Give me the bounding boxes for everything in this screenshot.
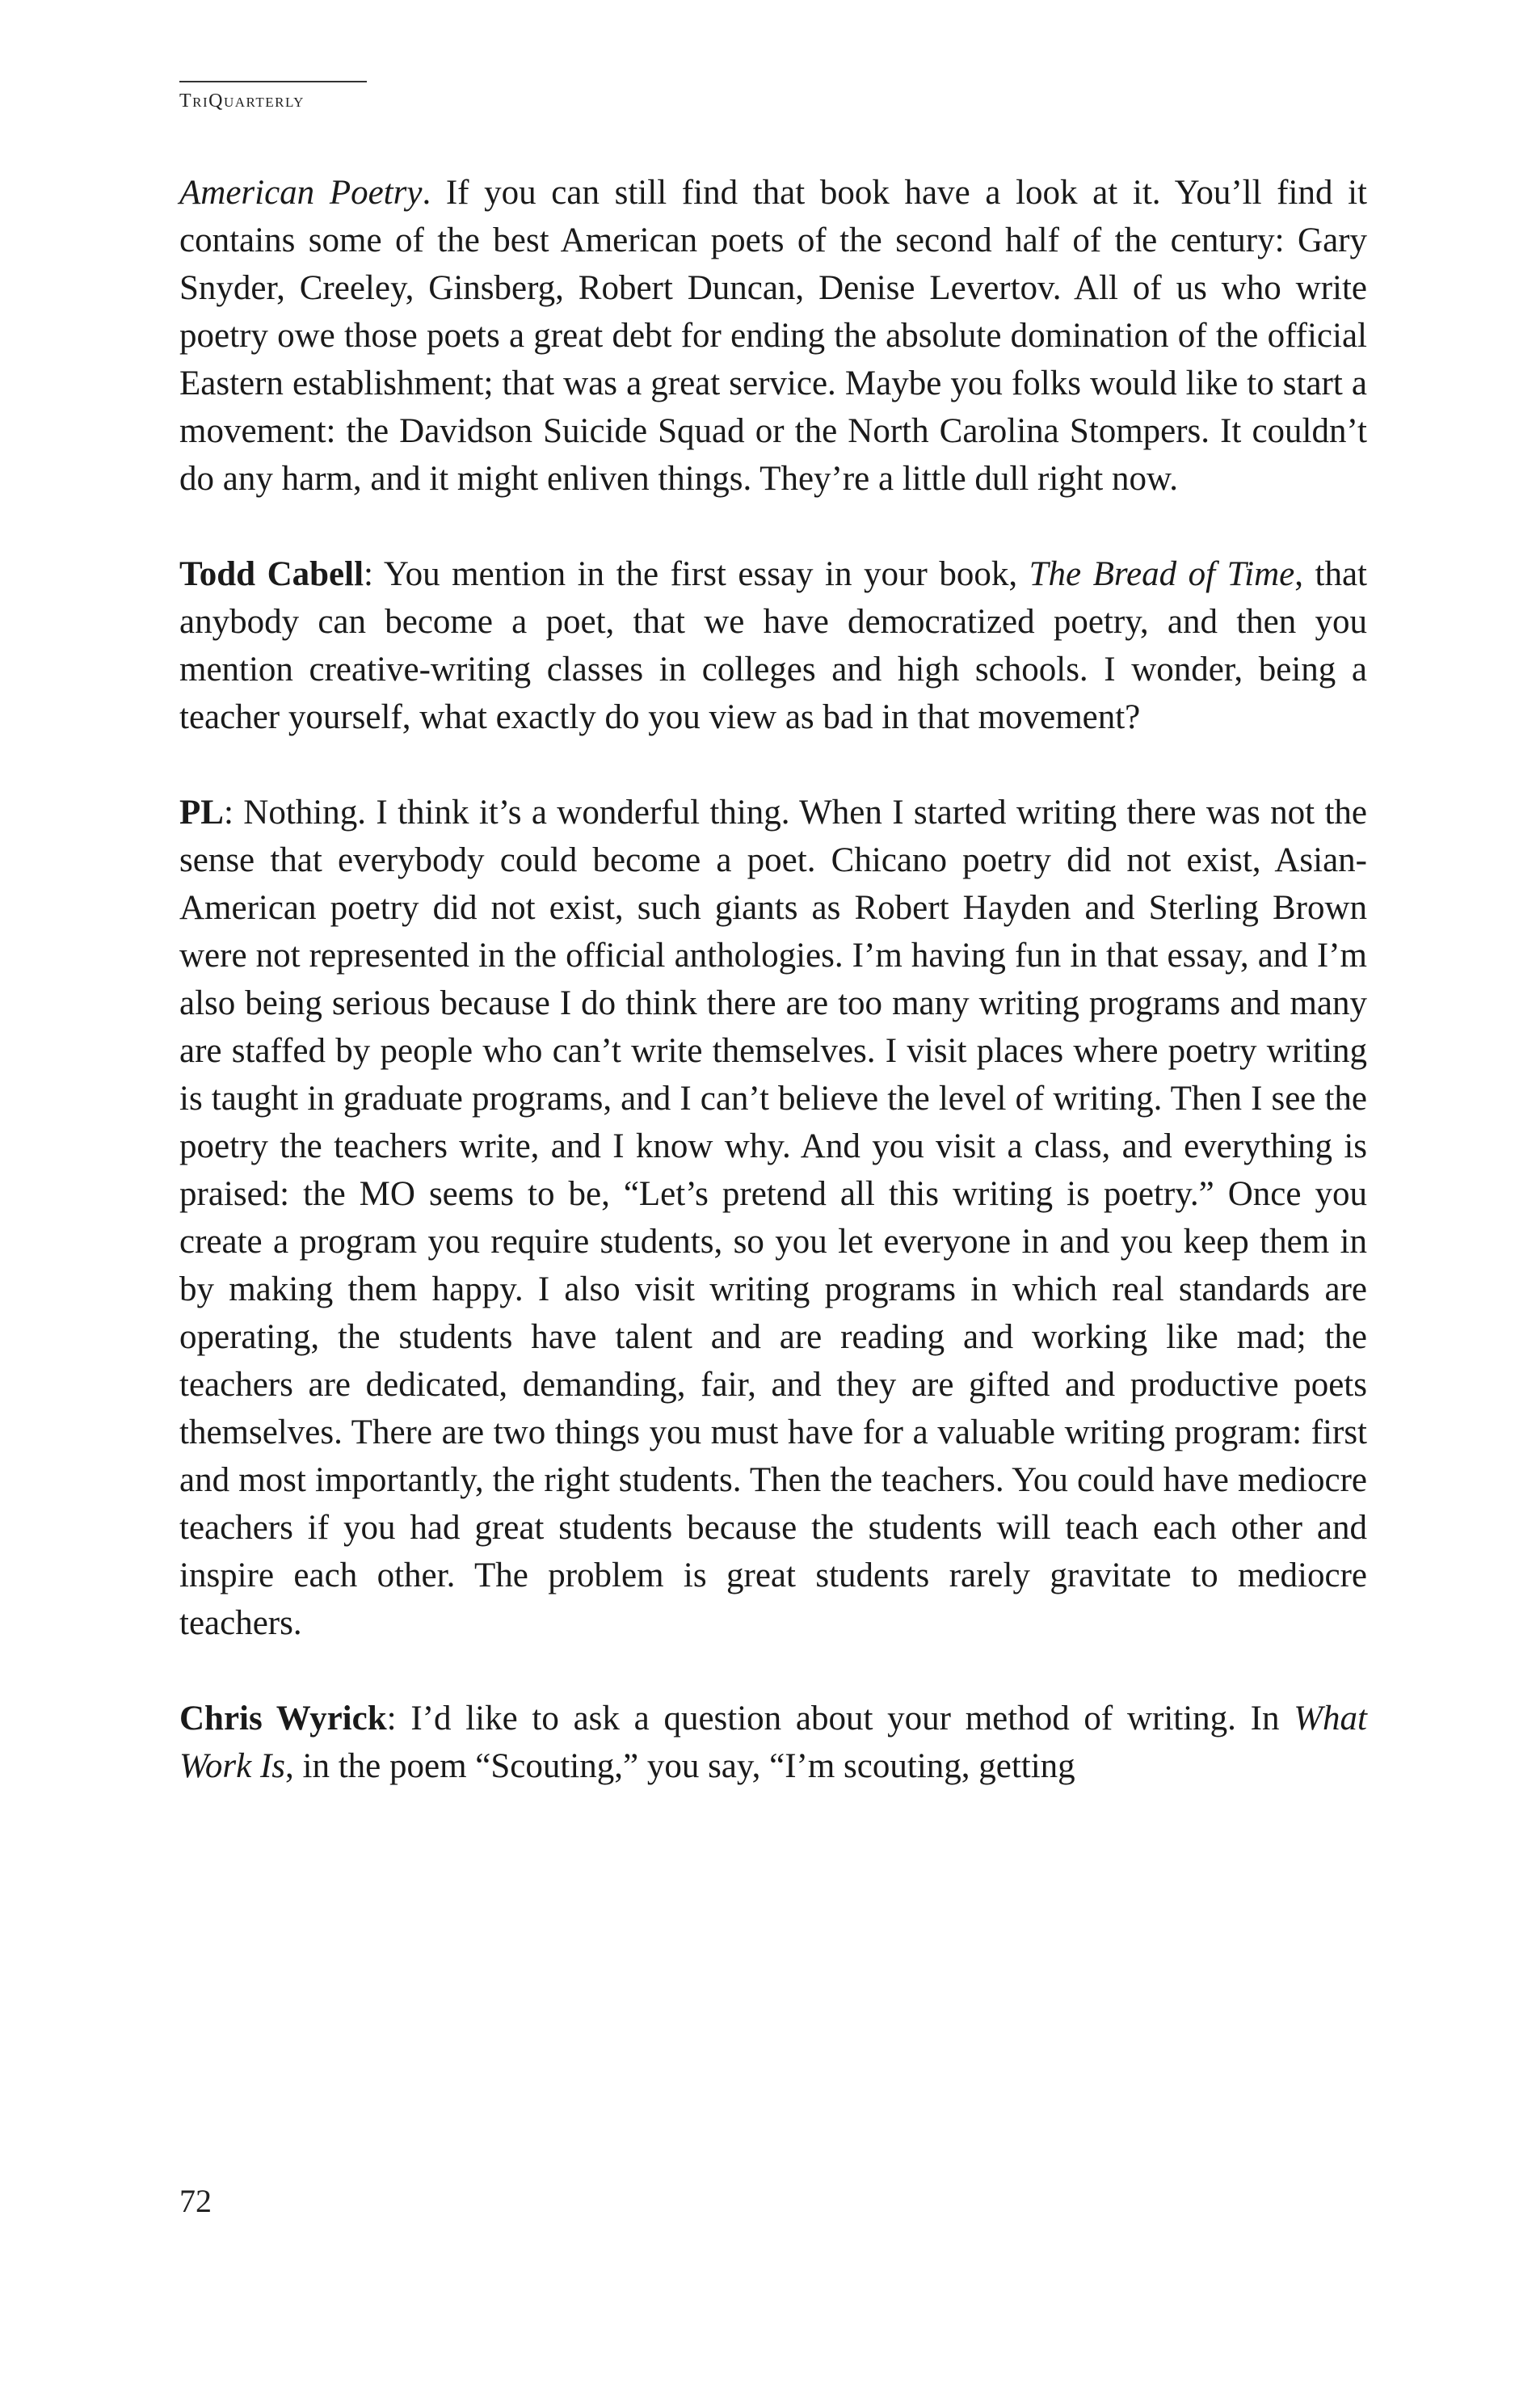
article-body — [179, 169, 1367, 1790]
paragraph-text: . If you can still find that book have a look at it. You’ll find it contains some of the best American poets of the second half of the century: Gary Snyder, Creeley, Ginsberg, Robert Duncan, Denise Levertov. All of us who write poetry owe those poets a great debt for ending the absolute domination of the official Eastern establishment; that was a great service. Maybe you folks would like to start a movement: the Davidson Suicide Squad or the North Carolina Stompers. It couldn’t do any harm, and it might enliven things. They’re a little dull right now. — [179, 174, 1367, 498]
paragraph-pl — [179, 789, 1367, 1647]
paragraph-text: : You mention in the first essay in your book, — [364, 555, 1029, 593]
book-title: The Bread of Time — [1029, 555, 1295, 593]
paragraph-continuation — [179, 169, 1367, 503]
page-number: 72 — [179, 2183, 212, 2219]
running-head: TriQuarterly — [179, 81, 367, 112]
speaker-name: Chris Wyrick — [179, 1700, 387, 1738]
paragraph-text: , that anybody can become a poet, that we have democratized poetry, and then you mention creative-writing classes in colleges and high schools. I wonder, being a teacher yourself, what exactly do you view as bad in that movement? — [179, 555, 1367, 736]
speaker-name: PL — [179, 794, 224, 832]
paragraph-text: , in the poem “Scouting,” you say, “I’m scouting, getting — [285, 1747, 1075, 1785]
paragraph-text: : Nothing. I think it’s a wonderful thing. When I started writing there was not the sense that everybody could become a poet. Chicano poetry did not exist, Asian-American poetry did not exist, such giants as Robert Hayden and Sterling Brown were not represented in the official anthologies. I’m having fun in that essay, and I’m also being serious because I do think there are too many writing programs and many are staffed by people who can’t write themselves. I visit places where poetry writing is taught in graduate programs, and I can’t believe the level of writing. Then I see the poetry the teachers write, and I know why. And you visit a class, and everything is praised: the MO seems to be, “Let’s pretend all this writing is poetry.” Once you create a program you require students, so you let everyone in and you keep them in by making them happy. I also visit writing programs in which real standards are operating, the students have talent and are reading and working like mad; the teachers are dedicated, demanding, fair, and they are gifted and productive poets themselves. There are two things you must have for a valuable writing program: first and most importantly, the right students. Then the teachers. You could have mediocre teachers if you had great students because the students will teach each other and inspire each other. The problem is great students rarely gravitate to mediocre teachers. — [179, 794, 1367, 1642]
paragraph-todd-cabell — [179, 550, 1367, 741]
paragraph-text: : I’d like to ask a question about your method of writing. In — [386, 1700, 1294, 1738]
speaker-name: Todd Cabell — [179, 555, 364, 593]
paragraph-chris-wyrick — [179, 1695, 1367, 1790]
book-title: American Poetry — [179, 174, 423, 212]
book-title: What Work Is — [179, 1700, 1368, 1785]
